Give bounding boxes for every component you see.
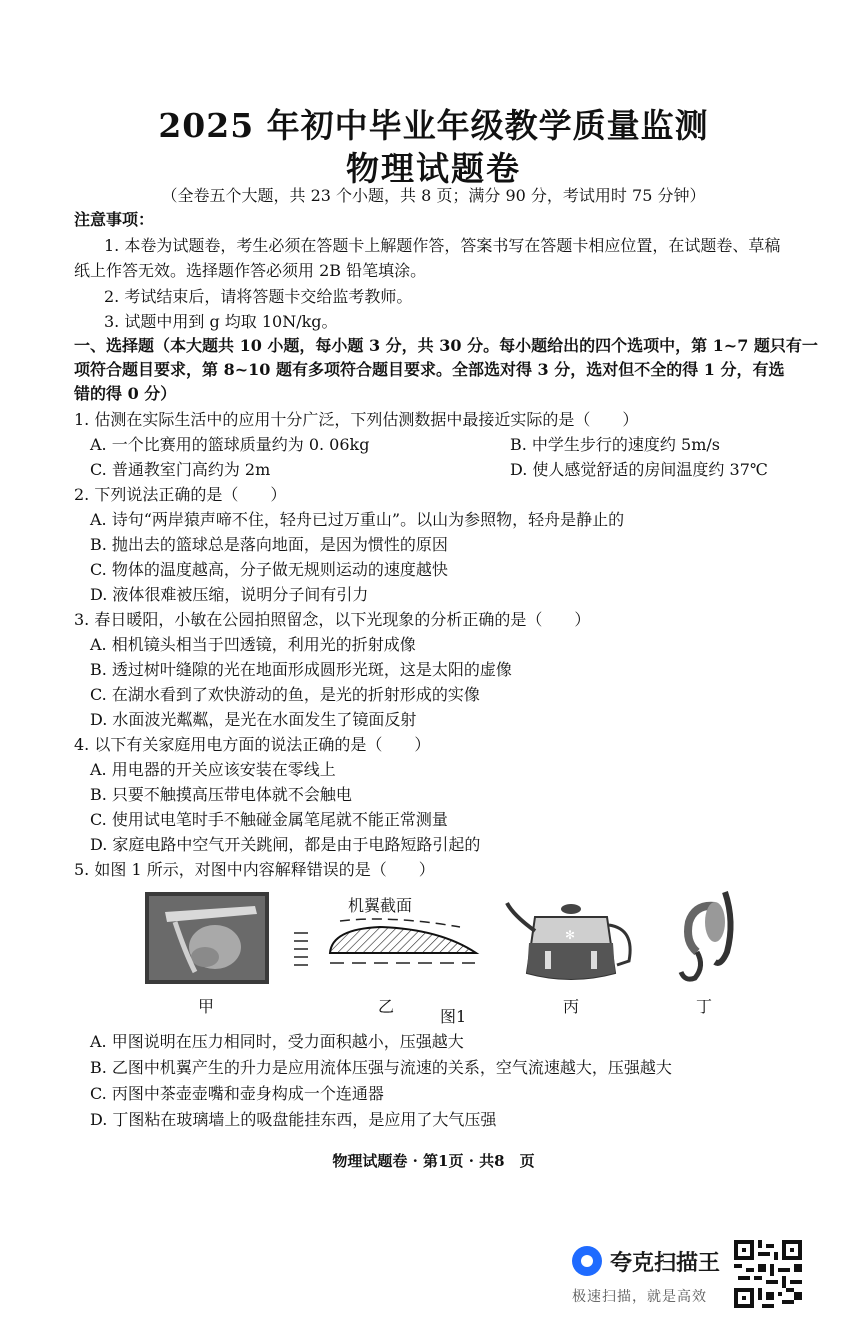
question-1-option-c: C. 普通教室门高约为 2m bbox=[90, 460, 271, 479]
quark-logo-icon bbox=[572, 1246, 602, 1276]
question-2-option-a: A. 诗句“两岸猿声啼不住，轻舟已过万重山”。以山为参照物，轻舟是静止的 bbox=[90, 510, 625, 529]
question-1-stem: 1. 估测在实际生活中的应用十分广泛，下列估测数据中最接近实际的是（ ） bbox=[74, 410, 639, 429]
question-2-option-d: D. 液体很难被压缩，说明分子间有引力 bbox=[90, 585, 369, 604]
note-1-line-2: 纸上作答无效。选择题作答必须用 2B 铅笔填涂。 bbox=[74, 261, 427, 280]
note-3: 3. 试题中用到 g 均取 10N/kg。 bbox=[104, 312, 338, 331]
figure-label-ding: 丁 bbox=[696, 997, 713, 1016]
question-3-option-a: A. 相机镜头相当于凹透镜，利用光的折射成像 bbox=[90, 635, 416, 654]
figure-label-bing: 丙 bbox=[563, 997, 580, 1016]
question-4-stem: 4. 以下有关家庭用电方面的说法正确的是（ ） bbox=[74, 735, 431, 754]
question-1-option-b: B. 中学生步行的速度约 5m/s bbox=[510, 435, 720, 454]
figure-bing-teapot bbox=[505, 895, 640, 985]
question-3-option-d: D. 水面波光粼粼，是光在水面发生了镜面反射 bbox=[90, 710, 417, 729]
question-1-option-a: A. 一个比赛用的篮球质量约为 0. 06kg bbox=[90, 435, 370, 454]
question-5-option-a: A. 甲图说明在压力相同时，受力面积越小，压强越大 bbox=[90, 1032, 464, 1051]
brand-name: 夸克扫描王 bbox=[610, 1251, 721, 1276]
qr-code-icon bbox=[734, 1240, 802, 1308]
brand-slogan: 极速扫描，就是高效 bbox=[572, 1289, 707, 1305]
page-footer: 物理试题卷 · 第1页 · 共8 页 bbox=[332, 1152, 535, 1170]
question-3-stem: 3. 春日暖阳，小敏在公园拍照留念，以下光现象的分析正确的是（ ） bbox=[74, 610, 591, 629]
figure-label-jia: 甲 bbox=[198, 997, 215, 1016]
question-4-option-b: B. 只要不触摸高压带电体就不会触电 bbox=[90, 785, 352, 804]
figure-title: 图1 bbox=[440, 1007, 467, 1026]
question-5-option-b: B. 乙图中机翼产生的升力是应用流体压强与流速的关系，空气流速越大，压强越大 bbox=[90, 1058, 672, 1077]
question-2-option-b: B. 抛出去的篮球总是落向地面，是因为惯性的原因 bbox=[90, 535, 448, 554]
question-1-option-d: D. 使人感觉舒适的房间温度约 37℃ bbox=[510, 460, 768, 479]
question-4-option-a: A. 用电器的开关应该安装在零线上 bbox=[90, 760, 336, 779]
question-4-option-c: C. 使用试电笔时手不触碰金属笔尾就不能正常测量 bbox=[90, 810, 448, 829]
question-3-option-b: B. 透过树叶缝隙的光在地面形成圆形光斑，这是太阳的虚像 bbox=[90, 660, 512, 679]
question-5-stem: 5. 如图 1 所示，对图中内容解释错误的是（ ） bbox=[74, 860, 435, 879]
question-5-option-c: C. 丙图中茶壶壶嘴和壶身构成一个连通器 bbox=[90, 1084, 384, 1103]
question-2-option-c: C. 物体的温度越高，分子做无规则运动的速度越快 bbox=[90, 560, 448, 579]
exam-title: 2025 年初中毕业年级教学质量监测 bbox=[158, 106, 709, 145]
figure-label-yi: 乙 bbox=[378, 997, 395, 1016]
exam-info: （全卷五个大题，共 23 个小题，共 8 页；满分 90 分，考试用时 75 分钟） bbox=[161, 186, 706, 205]
svg-text:✻: ✻ bbox=[565, 928, 576, 942]
wing-caption: 机翼截面 bbox=[348, 896, 413, 915]
scanner-watermark bbox=[572, 1244, 732, 1314]
question-2-stem: 2. 下列说法正确的是（ ） bbox=[74, 485, 287, 504]
figure-jia-pencil-photo bbox=[145, 892, 269, 984]
question-3-option-c: C. 在湖水看到了欢快游动的鱼，是光的折射形成的实像 bbox=[90, 685, 480, 704]
note-1-line-1: 1. 本卷为试题卷，考生必须在答题卡上解题作答，答案书写在答题卡相应位置，在试题卷、草稿 bbox=[104, 236, 781, 255]
notes-heading: 注意事项： bbox=[74, 210, 155, 229]
section-1-line-1: 一、选择题（本大题共 10 小题，每小题 3 分，共 30 分。每小题给出的四个选项中，第 1~7 题只有一 bbox=[74, 336, 818, 355]
figure-yi-wing-diagram bbox=[290, 915, 490, 975]
note-2: 2. 考试结束后，请将答题卡交给监考教师。 bbox=[104, 287, 413, 306]
section-1-line-3: 错的得 0 分） bbox=[74, 384, 177, 403]
figure-ding-suction-hook bbox=[675, 882, 745, 992]
question-4-option-d: D. 家庭电路中空气开关跳闸，都是由于电路短路引起的 bbox=[90, 835, 481, 854]
section-1-line-2: 项符合题目要求，第 8~10 题有多项符合题目要求。全部选对得 3 分，选对但不全的得 1 分，有选 bbox=[74, 360, 785, 379]
exam-subject-title: 物理试题卷 bbox=[346, 149, 521, 188]
question-5-option-d: D. 丁图粘在玻璃墙上的吸盘能挂东西，是应用了大气压强 bbox=[90, 1110, 497, 1129]
